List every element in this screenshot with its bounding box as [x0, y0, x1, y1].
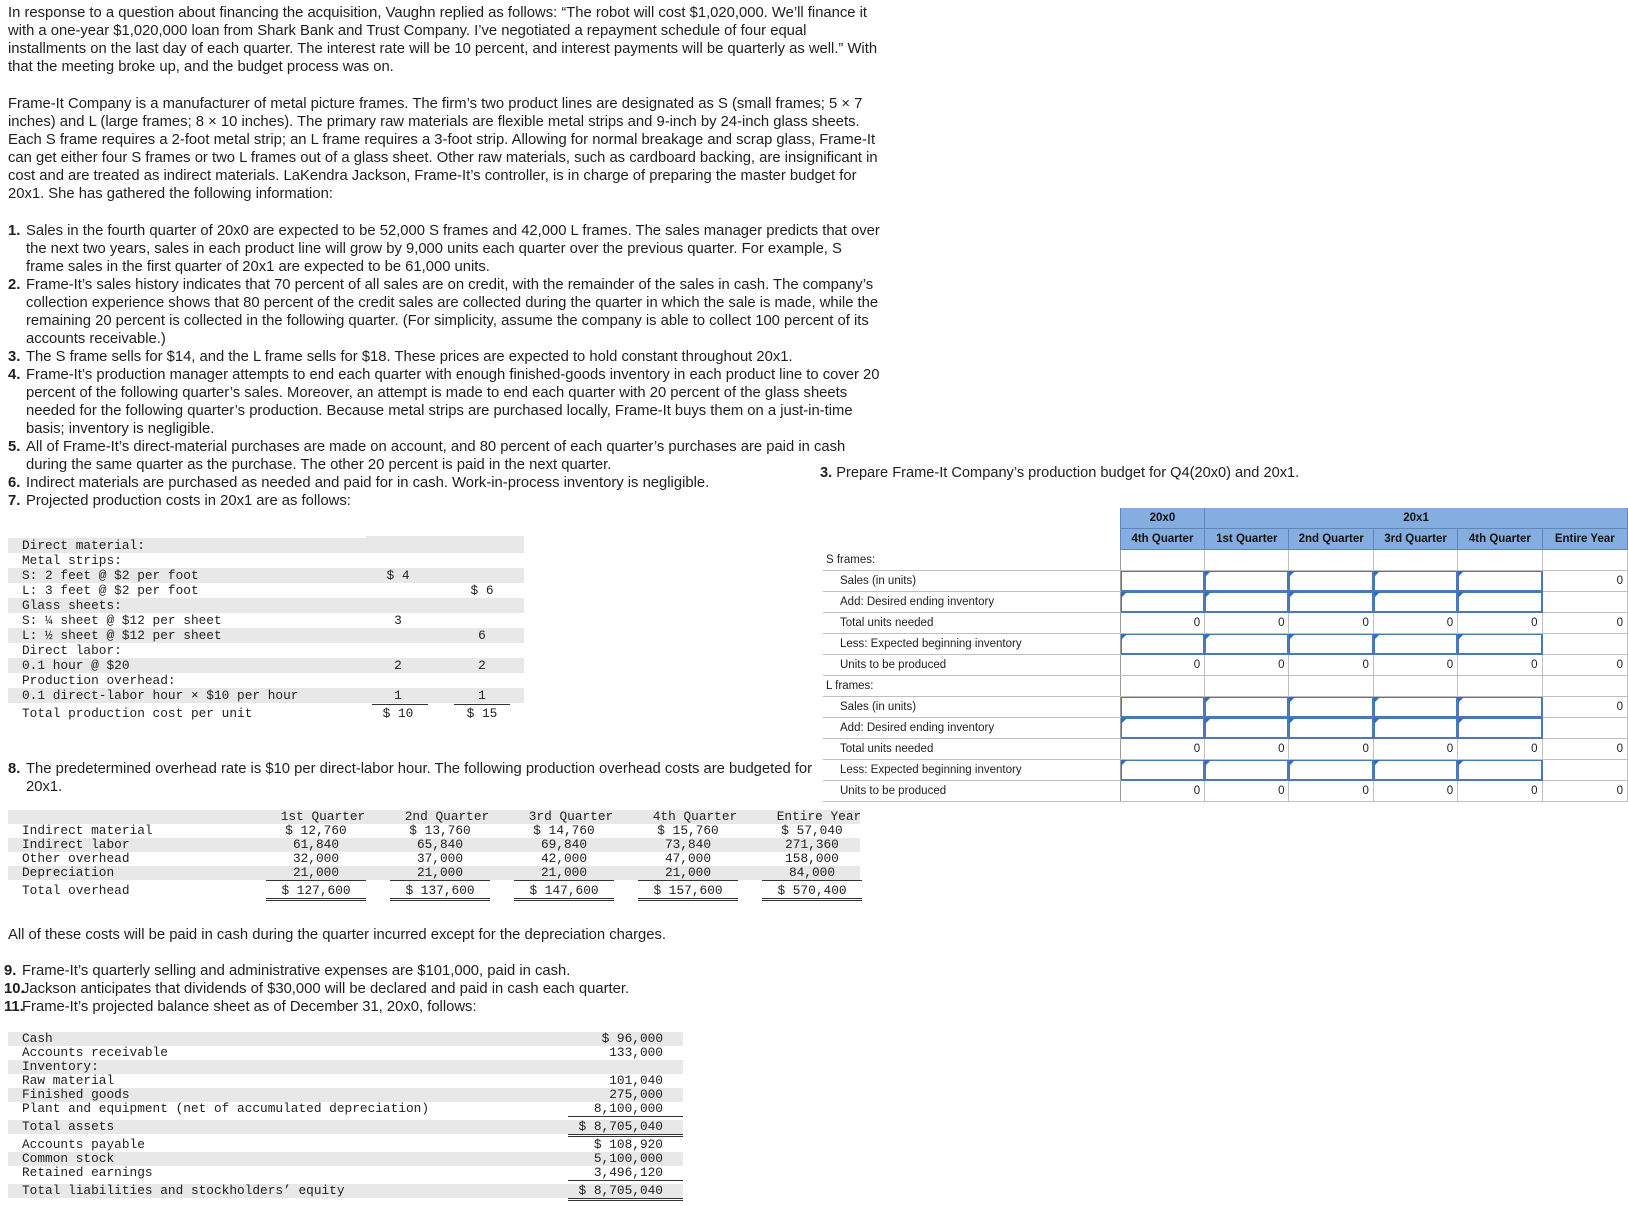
l-frames-section-label: L frames:: [823, 676, 1120, 697]
overhead-value: $ 15,760: [657, 823, 719, 838]
input-cell[interactable]: [1205, 760, 1289, 781]
value-cell: 0: [1542, 613, 1627, 634]
year-header-20x1: 20x1: [1205, 508, 1628, 529]
cost-value-s: [372, 628, 424, 643]
overhead-header: Entire Year: [776, 809, 862, 824]
cost-row-label: S: 2 feet @ $2 per foot: [22, 568, 199, 583]
company-paragraph: Frame-It Company is a manufacturer of metal picture frames. The firm’s two product lines are designated as S (small frames; 5 × 7 inches) and L (large frames; 8 × 10 inches). The primary raw materials are flexible metal strips and 9-inch by 24-inch glass sheets. Each S frame requires a 2-foot metal strip; an L frame requires a 3-foot strip. Allowing for normal breakage and scrap glass, Frame-It can get either four S frames or two L frames out of a glass sheet. Other raw materials, such as cardboard backing, are insignificant in cost and are treated as indirect materials. LaKendra Jackson, Frame-It’s controller, is in charge of preparing the master budget for 20x1. She has gathered the following information:: [8, 96, 878, 202]
empty-cell: [1205, 676, 1289, 697]
row-label: Less: Expected beginning inventory: [823, 634, 1120, 655]
input-cell[interactable]: [1373, 634, 1457, 655]
col-header: 4th Quarter: [1120, 529, 1204, 550]
cost-value-l: $ 15: [466, 706, 498, 721]
overhead-value: $ 57,040: [781, 823, 843, 838]
balance-label: Raw material: [22, 1073, 115, 1088]
balance-label: Total assets: [22, 1119, 115, 1134]
value-cell: 0: [1373, 781, 1457, 802]
value-cell: 0: [1205, 781, 1289, 802]
input-cell[interactable]: [1120, 760, 1204, 781]
overhead-value: 42,000: [540, 851, 588, 866]
overhead-value: 21,000: [514, 866, 614, 881]
s-frames-section-row: [823, 550, 1628, 571]
cost-row-label: Direct labor:: [22, 643, 122, 658]
input-cell[interactable]: [1373, 571, 1457, 592]
item-number: 2.: [8, 277, 21, 293]
balance-value: 5,100,000: [593, 1151, 663, 1166]
col-header: 2nd Quarter: [1289, 529, 1373, 550]
cost-value-l: [454, 613, 510, 628]
question-text: Prepare Frame-It Company’s production budget for Q4(20x0) and 20x1.: [836, 465, 1300, 481]
list-item: [8, 276, 880, 348]
input-cell[interactable]: [1289, 592, 1373, 613]
year-header-20x0: 20x0: [1120, 508, 1204, 529]
item-number: 8.: [8, 761, 21, 777]
empty-cell: [1542, 550, 1627, 571]
cost-row-label: L: ½ sheet @ $12 per sheet: [22, 628, 222, 643]
value-cell: 0: [1289, 739, 1373, 760]
value-cell: 0: [1120, 655, 1204, 676]
overhead-row-label: Depreciation: [22, 865, 115, 880]
overhead-value: $ 13,760: [409, 823, 471, 838]
list-item: [8, 438, 880, 474]
cost-value-s: [372, 673, 424, 688]
overhead-value: 158,000: [785, 851, 839, 866]
overhead-header: 3rd Quarter: [528, 809, 614, 824]
balance-value: $ 8,705,040: [568, 1184, 683, 1201]
overhead-value: 65,840: [416, 837, 464, 852]
cost-row-label: 0.1 direct-labor hour × $10 per hour: [22, 688, 299, 703]
row-label: Units to be produced: [823, 655, 1120, 676]
item-text: Jackson anticipates that dividends of $30,000 will be declared and paid in cash each quarter.: [22, 981, 630, 997]
overhead-row-label: Total overhead: [22, 883, 130, 898]
empty-cell: [1458, 676, 1542, 697]
overhead-header: 4th Quarter: [652, 809, 738, 824]
value-cell: 0: [1542, 571, 1627, 592]
overhead-value: 271,360: [785, 837, 839, 852]
overhead-value: 47,000: [664, 851, 712, 866]
table-row: [823, 760, 1628, 781]
row-label: Less: Expected beginning inventory: [823, 760, 1120, 781]
overhead-value: $ 570,400: [762, 884, 862, 901]
input-cell[interactable]: [1289, 760, 1373, 781]
value-cell: [1542, 592, 1627, 613]
after-overhead-text: All of these costs will be paid in cash during the quarter incurred except for the depreciation charges.: [8, 927, 667, 943]
balance-value: 133,000: [609, 1045, 663, 1060]
row-label: Total units needed: [823, 739, 1120, 760]
overhead-value: 21,000: [266, 866, 366, 881]
overhead-value: $ 157,600: [638, 884, 738, 901]
input-cell[interactable]: [1458, 634, 1542, 655]
overhead-value: 69,840: [540, 837, 588, 852]
input-cell[interactable]: [1120, 718, 1204, 739]
input-cell[interactable]: [1120, 571, 1204, 592]
info-list-2: [4, 962, 824, 1016]
cost-value-l: [454, 553, 510, 568]
item-number: 10.: [4, 981, 25, 997]
cost-row-label: Production overhead:: [22, 673, 176, 688]
item-number: 11.: [4, 999, 24, 1015]
value-cell: 0: [1542, 781, 1627, 802]
row-label: Sales (in units): [823, 697, 1120, 718]
item-number: 5.: [8, 439, 21, 455]
row-label: Units to be produced: [823, 781, 1120, 802]
item-number: 1.: [8, 223, 21, 239]
item-text: Frame-It’s sales history indicates that 70 percent of all sales are on credit, with the remainder of the sales in cash. The company’s collection experience shows that 80 percent of the credit sales are collected during the quarter in which the sale is made, while the remaining 20 percent is collected in the following quarter. (For simplicity, assume the company is able to collect 100 percent of its accounts receivable.): [26, 277, 879, 347]
value-cell: 0: [1289, 781, 1373, 802]
table-row: [823, 592, 1628, 613]
cost-value-l: [454, 673, 510, 688]
l-frames-section-row: [823, 676, 1628, 697]
row-label: Add: Desired ending inventory: [823, 592, 1120, 613]
table-row: [823, 571, 1628, 592]
cost-value-s: [372, 583, 424, 598]
cost-value-l: 2: [478, 658, 486, 673]
balance-label: Accounts receivable: [22, 1045, 168, 1060]
empty-cell: [1205, 550, 1289, 571]
value-cell: [1542, 634, 1627, 655]
list-item: [8, 760, 828, 796]
value-cell: 0: [1458, 655, 1542, 676]
item-text: Sales in the fourth quarter of 20x0 are expected to be 52,000 S frames and 42,000 L frames. The sales manager predicts that over the next two years, sales in each product line will grow by 9,000 units each quarter over the previous quarter. For example, S frame sales in the first quarter of 20x1 are expected to be 61,000 units.: [26, 223, 880, 275]
cost-value-s: 3: [394, 613, 402, 628]
input-cell[interactable]: [1205, 634, 1289, 655]
input-cell[interactable]: [1120, 697, 1204, 718]
overhead-value: 61,840: [292, 837, 340, 852]
list-item: [4, 998, 824, 1016]
value-cell: 0: [1205, 739, 1289, 760]
cost-row-label: Metal strips:: [22, 553, 122, 568]
empty-cell: [1289, 550, 1373, 571]
intro-paragraph: In response to a question about financing the acquisition, Vaughn replied as follows: “The robot will cost $1,020,000. We’ll finance it with a one-year $1,020,000 loan from Shark Bank and Trust Company. I’ve negotiated a repayment schedule of four equal installments on the last day of each quarter. The interest rate will be 10 percent, and interest payments will be quarterly as well.” With that the meeting broke up, and the budget process was on.: [8, 5, 878, 75]
balance-label: Common stock: [22, 1151, 115, 1166]
list-item: [4, 980, 824, 998]
input-cell[interactable]: [1205, 697, 1289, 718]
s-frames-section-label: S frames:: [823, 550, 1120, 571]
value-cell: 0: [1205, 655, 1289, 676]
corner-cell: [823, 508, 1120, 550]
balance-label: Inventory:: [22, 1059, 99, 1074]
balance-value: $ 96,000: [601, 1031, 663, 1046]
cost-row-label: S: ¼ sheet @ $12 per sheet: [22, 613, 222, 628]
cost-value-s: 1: [372, 688, 424, 705]
list-item: [8, 492, 880, 510]
cost-row-label: Direct material:: [22, 538, 145, 553]
empty-cell: [1542, 676, 1627, 697]
input-cell[interactable]: [1289, 718, 1373, 739]
balance-label: Accounts payable: [22, 1137, 145, 1152]
overhead-row-label: Other overhead: [22, 851, 130, 866]
table-row: [823, 781, 1628, 802]
col-header: 1st Quarter: [1205, 529, 1289, 550]
input-cell[interactable]: [1120, 634, 1204, 655]
item-text: The predetermined overhead rate is $10 per direct-labor hour. The following production overhead costs are budgeted for 20x1.: [26, 761, 813, 795]
overhead-header: 1st Quarter: [280, 809, 366, 824]
overhead-value: $ 147,600: [514, 884, 614, 901]
overhead-value: 37,000: [416, 851, 464, 866]
balance-label: Finished goods: [22, 1087, 130, 1102]
table-row: [823, 634, 1628, 655]
info-list: [8, 222, 880, 510]
input-cell[interactable]: [1458, 718, 1542, 739]
input-cell[interactable]: [1458, 697, 1542, 718]
overhead-value: $ 14,760: [533, 823, 595, 838]
input-cell[interactable]: [1458, 592, 1542, 613]
row-label: Total units needed: [823, 613, 1120, 634]
value-cell: 0: [1289, 655, 1373, 676]
list-item: [8, 474, 880, 492]
value-cell: 0: [1458, 739, 1542, 760]
list-item: [8, 366, 880, 438]
overhead-value: $ 127,600: [266, 884, 366, 901]
overhead-value: $ 12,760: [285, 823, 347, 838]
cost-value-s: [372, 538, 424, 553]
input-cell[interactable]: [1373, 760, 1457, 781]
col-header: 3rd Quarter: [1373, 529, 1457, 550]
overhead-row-label: Indirect material: [22, 823, 153, 838]
row-label: Sales (in units): [823, 571, 1120, 592]
value-cell: 0: [1289, 613, 1373, 634]
table-row: [823, 697, 1628, 718]
table-row: [823, 718, 1628, 739]
balance-value: 275,000: [609, 1087, 663, 1102]
value-cell: 0: [1205, 613, 1289, 634]
value-cell: 0: [1120, 739, 1204, 760]
empty-cell: [1120, 550, 1204, 571]
balance-label: Total liabilities and stockholders’ equity: [22, 1183, 345, 1198]
input-cell[interactable]: [1458, 571, 1542, 592]
overhead-value: 73,840: [664, 837, 712, 852]
input-cell[interactable]: [1205, 592, 1289, 613]
item-text: Indirect materials are purchased as needed and paid for in cash. Work-in-process inventory is negligible.: [26, 475, 710, 491]
item-number: 9.: [4, 963, 17, 979]
input-cell[interactable]: [1373, 718, 1457, 739]
balance-label: Plant and equipment (net of accumulated depreciation): [22, 1101, 430, 1116]
value-cell: 0: [1373, 739, 1457, 760]
balance-label: Retained earnings: [22, 1165, 153, 1180]
balance-value: 8,100,000: [568, 1102, 683, 1117]
balance-value: 101,040: [609, 1073, 663, 1088]
col-header: Entire Year: [1542, 529, 1627, 550]
cost-value-l: 6: [478, 628, 486, 643]
overhead-header: 2nd Quarter: [404, 809, 490, 824]
value-cell: [1542, 760, 1627, 781]
cost-value-s: [372, 553, 424, 568]
empty-cell: [1120, 676, 1204, 697]
cost-value-s: $ 4: [386, 568, 410, 583]
row-label: Add: Desired ending inventory: [823, 718, 1120, 739]
cost-value-s: 2: [394, 658, 402, 673]
cost-value-s: [372, 643, 424, 658]
cost-value-l: [454, 538, 510, 553]
item-text: Frame-It’s quarterly selling and administrative expenses are $101,000, paid in cash.: [22, 963, 571, 979]
cost-value-s: $ 10: [382, 706, 414, 721]
item-text: Frame-It’s projected balance sheet as of December 31, 20x0, follows:: [22, 999, 477, 1015]
item-number: 4.: [8, 367, 21, 383]
balance-value: 3,496,120: [568, 1166, 683, 1181]
value-cell: 0: [1542, 739, 1627, 760]
production-budget-grid: [823, 508, 1628, 802]
input-cell[interactable]: [1289, 634, 1373, 655]
table-row: [823, 739, 1628, 760]
cost-value-l: $ 6: [470, 583, 494, 598]
cost-value-l: [454, 568, 510, 583]
item-number: 6.: [8, 475, 21, 491]
value-cell: [1542, 718, 1627, 739]
question-number: 3.: [820, 465, 833, 481]
overhead-value: 84,000: [762, 866, 862, 881]
empty-cell: [1373, 676, 1457, 697]
value-cell: 0: [1458, 613, 1542, 634]
value-cell: 0: [1373, 613, 1457, 634]
item-text: All of Frame-It’s direct-material purchases are made on account, and 80 percent of each quarter’s purchases are paid in cash during the same quarter as the purchase. The other 20 percent is paid in the next quarter.: [26, 439, 846, 473]
table-row: [823, 655, 1628, 676]
input-cell[interactable]: [1373, 697, 1457, 718]
value-cell: 0: [1458, 781, 1542, 802]
balance-value: $ 8,705,040: [568, 1120, 683, 1137]
cost-row-label: 0.1 hour @ $20: [22, 658, 130, 673]
overhead-value: 21,000: [638, 866, 738, 881]
table-row: [823, 613, 1628, 634]
input-cell[interactable]: [1205, 718, 1289, 739]
value-cell: 0: [1373, 655, 1457, 676]
value-cell: 0: [1120, 781, 1204, 802]
overhead-value: 32,000: [292, 851, 340, 866]
item-number: 7.: [8, 493, 21, 509]
value-cell: 0: [1542, 697, 1627, 718]
overhead-row-label: Indirect labor: [22, 837, 130, 852]
cost-value-l: [454, 598, 510, 613]
empty-cell: [1289, 676, 1373, 697]
empty-cell: [1458, 550, 1542, 571]
cost-row-label: L: 3 feet @ $2 per foot: [22, 583, 199, 598]
list-item: [8, 348, 880, 366]
cost-value-l: 1: [454, 688, 510, 705]
item-text: Projected production costs in 20x1 are as follows:: [26, 493, 351, 509]
input-cell[interactable]: [1373, 592, 1457, 613]
cost-value-s: [372, 598, 424, 613]
input-cell[interactable]: [1289, 571, 1373, 592]
list-item: [4, 962, 824, 980]
list-item: [8, 222, 880, 276]
input-cell[interactable]: [1289, 697, 1373, 718]
input-cell[interactable]: [1458, 760, 1542, 781]
input-cell[interactable]: [1120, 592, 1204, 613]
cost-row-label: Total production cost per unit: [22, 706, 253, 721]
balance-value: $ 108,920: [593, 1137, 663, 1152]
item-text: Frame-It’s production manager attempts to end each quarter with enough finished-goods inventory in each product line to cover 20 percent of the following quarter’s sales. Moreover, an attempt is made to end each quarter with 20 percent of the glass sheets needed for the following quarter’s production. Because metal strips are purchased locally, Frame-It buys them on a just-in-time basis; inventory is negligible.: [26, 367, 880, 437]
value-cell: 0: [1542, 655, 1627, 676]
col-header: 4th Quarter: [1458, 529, 1542, 550]
item-number: 3.: [8, 349, 21, 365]
empty-cell: [1373, 550, 1457, 571]
input-cell[interactable]: [1205, 571, 1289, 592]
overhead-value: 21,000: [390, 866, 490, 881]
item-text: The S frame sells for $14, and the L frame sells for $18. These prices are expected to hold constant throughout 20x1.: [26, 349, 793, 365]
value-cell: 0: [1120, 613, 1204, 634]
overhead-value: $ 137,600: [390, 884, 490, 901]
cost-row-label: Glass sheets:: [22, 598, 122, 613]
balance-label: Cash: [22, 1031, 53, 1046]
cost-value-l: [454, 643, 510, 658]
